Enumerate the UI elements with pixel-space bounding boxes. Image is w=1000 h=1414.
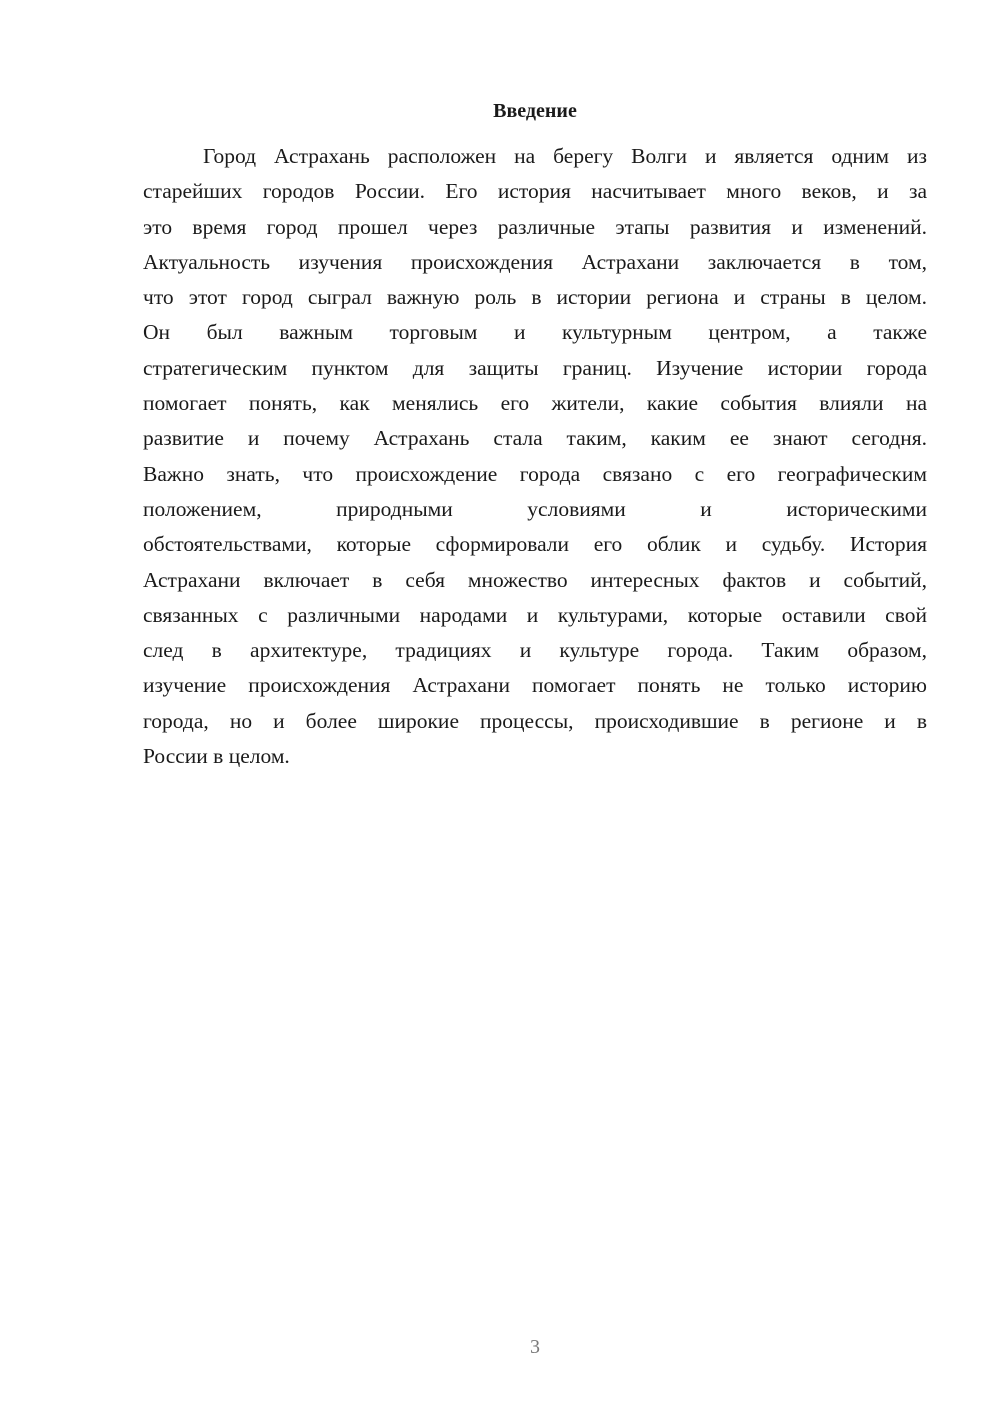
paragraph-line: изучение происхождения Астрахани помогает понять не только историю — [143, 673, 927, 698]
page-number: 3 — [530, 1336, 540, 1358]
paragraph-line: развитие и почему Астрахань стала таким, каким ее знают сегодня. — [143, 426, 927, 451]
section-heading: Введение — [493, 100, 577, 122]
paragraph-line: связанных с различными народами и культурами, которые оставили свой — [143, 602, 927, 627]
paragraph-line: Он был важным торговым и культурным центром, а также — [143, 320, 927, 345]
paragraph-line: Астрахани включает в себя множество интересных фактов и событий, — [143, 567, 927, 592]
paragraph-line: Город Астрахань расположен на берегу Волги и является одним из — [203, 144, 927, 168]
paragraph-line: Важно знать, что происхождение города связано с его географическим — [143, 461, 927, 486]
paragraph-line: помогает понять, как менялись его жители, какие события влияли на — [143, 391, 927, 416]
paragraph-line: положением, природными условиями и историческими — [143, 496, 927, 521]
paragraph-line: России в целом. — [143, 744, 290, 769]
paragraph-line: Актуальность изучения происхождения Астрахани заключается в том, — [143, 249, 927, 274]
paragraph-line: след в архитектуре, традициях и культуре города. Таким образом, — [143, 638, 927, 663]
paragraph-line: старейших городов России. Его история насчитывает много веков, и за — [143, 179, 927, 204]
body-paragraph — [143, 139, 927, 774]
paragraph-line: обстоятельствами, которые сформировали его облик и судьбу. История — [143, 532, 927, 557]
paragraph-line: города, но и более широкие процессы, происходившие в регионе и в — [143, 708, 927, 733]
paragraph-line: это время город прошел через различные этапы развития и изменений. — [143, 214, 927, 239]
paragraph-line: стратегическим пунктом для защиты границ. Изучение истории города — [143, 355, 927, 380]
paragraph-line: что этот город сыграл важную роль в истории региона и страны в целом. — [143, 285, 927, 310]
